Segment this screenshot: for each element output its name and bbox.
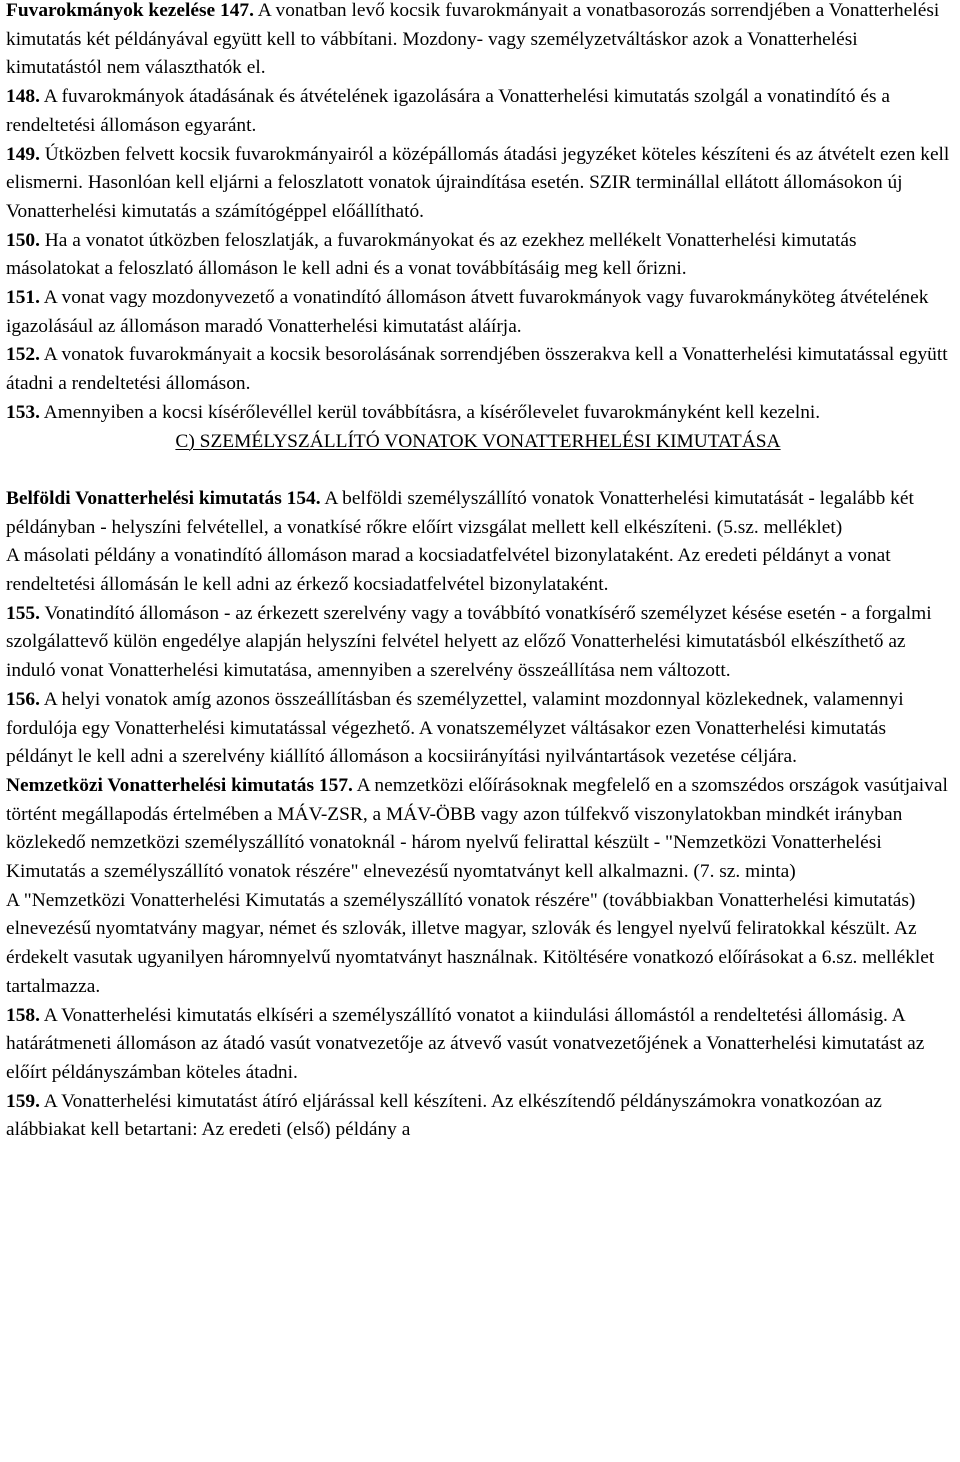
paragraph-number: 152. [6, 344, 40, 366]
paragraph-number: 159. [6, 1090, 40, 1112]
paragraph-number: 147. [220, 0, 254, 21]
paragraph-text: A fuvarokmányok átadásának és átvételének igazolására a Vonatterhelési kimutatás szolgál a vonatindító és a rendeltetési állomáson egyaránt. [6, 86, 890, 136]
paragraph-lead: Belföldi Vonatterhelési kimutatás [6, 487, 282, 509]
paragraph-number: 150. [6, 229, 40, 251]
paragraph-154 [6, 485, 950, 542]
section-a-paragraphs [6, 0, 950, 428]
paragraph-147 [6, 0, 950, 83]
paragraph-text: A nemzetközi előírásoknak megfelelő en a szomszédos országok vasútjaival történt megállapodás értelmében a MÁV-ZSR, a MÁV-ÖBB vagy azon túlfekvő viszonylatokban mindkét irányban közlekedő nemzetközi személyszállító vonatoknál - három nyelvű felirattal készült - "Nemzetközi Vonatterhelési Kimutatás a személyszállító vonatok részére" elnevezésű nyomtatványt kell alkalmazni. (7. sz. minta) [6, 774, 948, 883]
paragraph-number: 149. [6, 143, 40, 165]
paragraph-152 [6, 341, 950, 398]
paragraph-text: Amennyiben a kocsi kísérőlevéllel kerül továbbításra, a kísérőlevelet fuvarokmányként kell kezelni. [43, 401, 821, 423]
paragraph-number: 148. [6, 86, 40, 108]
paragraph-157-continued [6, 887, 950, 1002]
paragraph-156 [6, 686, 950, 772]
paragraph-148 [6, 83, 950, 140]
paragraph-157 [6, 772, 950, 887]
paragraph-number: 156. [6, 688, 40, 710]
paragraph-149 [6, 141, 950, 227]
paragraph-number: 155. [6, 602, 40, 624]
paragraph-text: A Vonatterhelési kimutatás elkíséri a személyszállító vonatot a kiindulási állomástól a rendeltetési állomásig. A határátmeneti állomáson az átadó vasút vonatvezetője az átvevő vasút vonatvezetőjének a Vonatterhelési kimutatást az előírt példányszámban köteles átadni. [6, 1004, 925, 1083]
paragraph-text: Vonatindító állomáson - az érkezett szerelvény vagy a továbbító vonatkísérő személyzet késése esetén - a forgalmi szolgálattevő külön engedélye alapján helyszíni felvétel helyett az előző Vonatterhelési kimutatásból elkészíthető az induló vonat Vonatterhelési kimutatása, amennyiben a szerelvény összeállítása nem változott. [6, 602, 932, 682]
paragraph-text: Ha a vonatot útközben feloszlatják, a fuvarokmányokat és az ezekhez mellékelt Vonatterhelési kimutatás másolatokat a feloszlató állomáson le kell adni és a vonat továbbításáig meg kell őrizni. [6, 229, 857, 280]
section-heading: C) SZEMÉLYSZÁLLÍTÓ VONATOK VONATTERHELÉSI KIMUTATÁSA [175, 430, 781, 452]
section-c-paragraphs [6, 485, 950, 1145]
paragraph-text: A másolati példány a vonatindító állomáson marad a kocsiadatfelvétel bizonylataként. Az eredeti példányt a vonat rendeltetési állomásán le kell adni az érkező kocsiadatfelvétel bizonylataként. [6, 545, 891, 596]
paragraph-154-continued [6, 542, 950, 599]
paragraph-155 [6, 600, 950, 686]
paragraph-text: A vonatok fuvarokmányait a kocsik besorolásának sorrendjében összerakva kell a Vonatterhelési kimutatással együtt átadni a rendeltetési állomáson. [6, 344, 948, 395]
paragraph-text: A Vonatterhelési kimutatást átíró eljárással kell készíteni. Az elkészítendő példányszámokra vonatkozóan az alábbiakat kell betartani: Az eredeti (első) példány a [6, 1090, 882, 1141]
paragraph-text: Útközben felvett kocsik fuvarokmányairól a középállomás átadási jegyzéket köteles készíteni és az átvételt ezen kell elismerni. Hasonlóan kell eljárni a feloszlatott vonatok újraindítása esetén. SZIR terminállal ellátott állomásokon új Vonatterhelési kimutatás a számítógéppel előállítható. [6, 143, 950, 222]
paragraph-150 [6, 227, 950, 284]
paragraph-number: 158. [6, 1004, 40, 1026]
paragraph-text: A "Nemzetközi Vonatterhelési Kimutatás a személyszállító vonatok részére" (továbbiakban Vonatterhelési kimutatás) elnevezésű nyomtatvány magyar, német és szlovák, illetve magyar, szlovák és lengyel nyelvű feliratokkal készült. Az érdekelt vasutak ugyanilyen háromnyelvű nyomtatványt használnak. Kitöltésére vonatkozó előírásokat a 6.sz. melléklet tartalmazza. [6, 889, 935, 997]
paragraph-159 [6, 1088, 950, 1145]
paragraph-text: A vonat vagy mozdonyvezető a vonatindító állomáson átvett fuvarokmányok vagy fuvarokmányköteg átvételének igazolásául az állomáson maradó Vonatterhelési kimutatást aláírja. [6, 287, 929, 337]
paragraph-number: 153. [6, 401, 40, 423]
paragraph-153 [6, 399, 950, 428]
paragraph-text: A belföldi személyszállító vonatok Vonatterhelési kimutatását - legalább két példányban - helyszíni felvétellel, a vonatkísé rőkre előírt vizsgálat mellett kell elkészíteni. (5.sz. melléklet) [6, 487, 914, 538]
blank-line [6, 456, 950, 485]
paragraph-lead: Fuvarokmányok kezelése [6, 0, 216, 21]
paragraph-158 [6, 1002, 950, 1088]
paragraph-text: A vonatban levő kocsik fuvarokmányait a vonatbasorozás sorrendjében a Vonatterhelési kimutatás két példányával együtt kell to vábbítani. Mozdony- vagy személyzetváltáskor azok a Vonatterhelési kimutatástól nem választhatók el. [6, 0, 940, 79]
paragraph-number: 151. [6, 287, 40, 309]
paragraph-number: 154. [286, 487, 321, 509]
document-page [6, 0, 950, 1145]
paragraph-lead: Nemzetközi Vonatterhelési kimutatás [6, 774, 315, 796]
paragraph-number: 157. [318, 774, 353, 796]
paragraph-151 [6, 284, 950, 341]
paragraph-text: A helyi vonatok amíg azonos összeállításban és személyzettel, valamint mozdonnyal közlekednek, valamennyi fordulója egy Vonatterhelési kimutatással végezhető. A vonatszemélyzet váltásakor ezen Vonatterhelési kimutatás példányt le kell adni a szerelvény kiállító állomáson a kocsiirányítási nyilvántartások vezetése céljára. [6, 688, 904, 768]
